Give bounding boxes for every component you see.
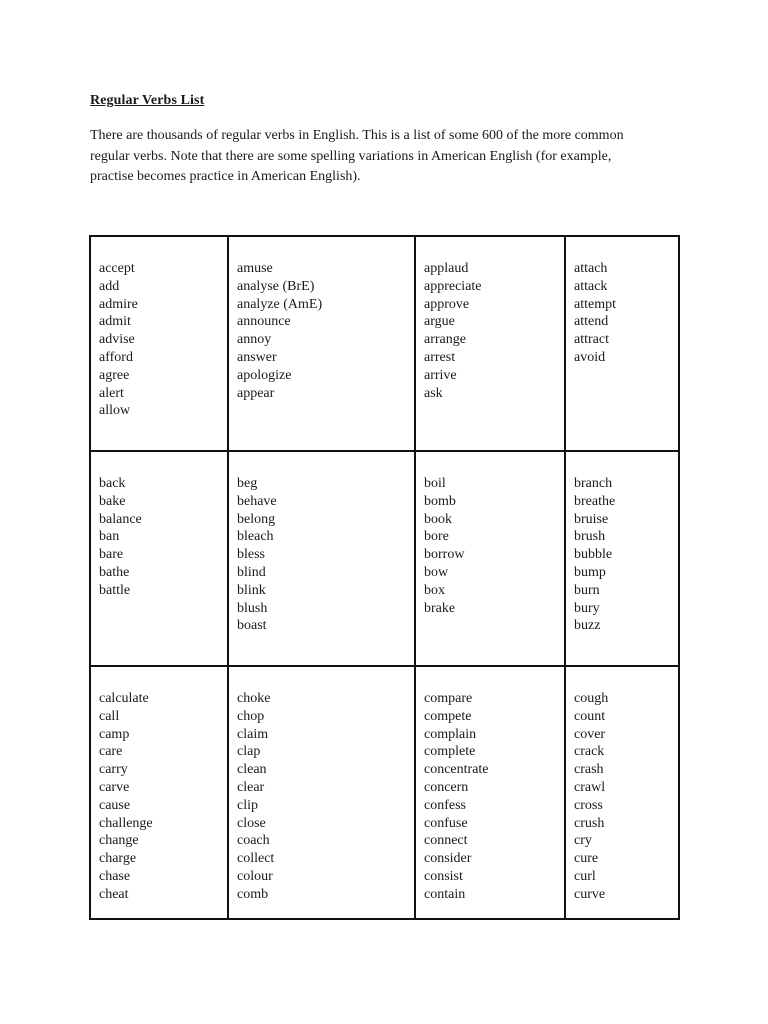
verb-item: balance [99,511,142,527]
verb-item: advise [99,332,135,348]
verb-item: cheat [99,886,129,902]
verb-item: clap [237,744,261,760]
verb-item: arrest [424,349,456,365]
verb-item: change [99,833,139,849]
table-cell [415,236,565,451]
verb-item: crack [574,744,605,760]
verb-item: alert [99,385,124,401]
verb-item: cover [574,726,606,742]
intro-line: practise becomes practice in American English). [90,169,361,184]
table-cell [228,666,415,919]
verb-item: crush [574,815,605,831]
verb-item: bubble [574,547,613,563]
verb-item: attempt [574,296,616,312]
verb-item: complain [424,726,477,742]
verb-item: carve [99,779,130,795]
table-cell [415,451,565,666]
verb-item: crawl [574,779,606,795]
verb-item: count [574,708,606,724]
verb-item: blink [237,582,266,598]
verb-item: admit [99,314,131,330]
verb-item: ask [424,385,443,401]
verb-item: boil [424,476,446,491]
verb-item: battle [99,582,131,598]
verb-item: agree [99,367,130,383]
verb-item: back [99,476,126,491]
table-cell [90,236,228,451]
verb-item: bless [237,547,265,563]
table-cell [228,236,415,451]
verb-item: crash [574,762,604,778]
verb-item: curl [574,868,596,884]
verb-item: bathe [99,564,130,580]
verb-item: appreciate [424,278,482,294]
table-row [90,666,679,919]
verb-item: cure [574,851,599,867]
verb-item: approve [424,296,470,312]
verb-item: amuse [237,261,273,276]
verb-item: add [99,278,120,294]
verb-item: consist [424,868,463,884]
verb-item: blush [237,600,268,616]
intro-line: regular verbs. Note that there are some spelling variations in American English (for example, [90,148,612,164]
table-cell [90,666,228,919]
verb-item: compare [424,691,473,706]
verb-item: admire [99,296,138,312]
verb-item: carry [99,762,128,778]
verb-item: answer [237,349,277,365]
verb-item: cough [574,691,609,706]
verb-item: accept [99,261,135,276]
verb-item: challenge [99,815,153,831]
table-cell [565,236,679,451]
verb-item: comb [237,886,269,902]
verb-item: cross [574,797,603,813]
verb-item: attend [574,314,609,330]
verb-item: arrive [424,367,457,383]
verb-item: coach [237,833,270,849]
verb-item: branch [574,476,613,491]
verb-item: calculate [99,691,149,706]
verb-item: confess [424,797,466,813]
verb-item: analyze (AmE) [237,296,323,312]
verb-item: allow [99,403,131,419]
verb-item: call [99,708,120,724]
verb-item: bow [424,564,449,580]
verb-item: compete [424,708,472,724]
verb-item: blind [237,564,266,580]
verb-item: appear [237,385,275,401]
verb-item: concern [424,779,469,795]
verb-item: consider [424,851,472,867]
verb-item: afford [99,349,133,365]
verb-item: camp [99,726,130,742]
table-cell [565,666,679,919]
page-title: Regular Verbs List [90,93,205,108]
verb-item: boast [237,618,267,634]
verb-item: belong [237,511,276,527]
verb-item: chase [99,868,131,884]
verb-item: brake [424,600,456,616]
verb-item: concentrate [424,762,489,778]
verb-item: arrange [424,332,466,348]
verb-item: claim [237,726,269,742]
verb-item: curve [574,886,606,902]
verb-item: clear [237,779,265,795]
verb-item: burn [574,582,600,598]
verb-item: charge [99,851,137,867]
verb-item: close [237,815,266,831]
verb-table-body [90,236,679,919]
verb-item: cause [99,797,131,813]
verb-item: bore [424,529,449,545]
verb-item: borrow [424,547,465,563]
verb-item: behave [237,493,277,509]
verb-item: care [99,744,123,760]
verb-item: annoy [237,332,272,348]
verb-item: attack [574,278,608,294]
table-cell [565,451,679,666]
verb-item: chop [237,708,265,724]
verb-item: bruise [574,511,609,527]
verb-item: bury [574,600,600,616]
verb-item: bomb [424,493,456,509]
verb-item: analyse (BrE) [237,278,315,294]
verb-item: confuse [424,815,468,831]
verb-item: clean [237,762,267,778]
verb-item: avoid [574,349,606,365]
verb-item: bump [574,564,606,580]
table-cell [415,666,565,919]
verb-table [89,235,680,920]
table-cell [228,451,415,666]
verb-item: cry [574,833,592,849]
verb-item: attach [574,261,608,276]
verb-item: announce [237,314,291,330]
table-row [90,451,679,666]
verb-item: buzz [574,618,601,634]
verb-item: apologize [237,367,292,383]
verb-item: colour [237,868,273,884]
verb-item: complete [424,744,476,760]
verb-item: book [424,511,452,527]
verb-item: bare [99,547,124,563]
verb-item: argue [424,314,455,330]
verb-item: bleach [237,529,274,545]
verb-item: box [424,582,445,598]
verb-item: collect [237,851,275,867]
verb-item: applaud [424,261,469,276]
verb-item: connect [424,833,468,849]
verb-item: beg [237,476,258,491]
intro-paragraph [90,126,690,188]
verb-item: bake [99,493,126,509]
table-row [90,236,679,451]
verb-item: breathe [574,493,616,509]
verb-item: attract [574,332,609,348]
verb-item: choke [237,691,271,706]
verb-item: clip [237,797,258,813]
table-cell [90,451,228,666]
verb-item: brush [574,529,606,545]
verb-item: contain [424,886,466,902]
intro-line: There are thousands of regular verbs in English. This is a list of some 600 of the more common [90,128,624,143]
verb-item: ban [99,529,120,545]
